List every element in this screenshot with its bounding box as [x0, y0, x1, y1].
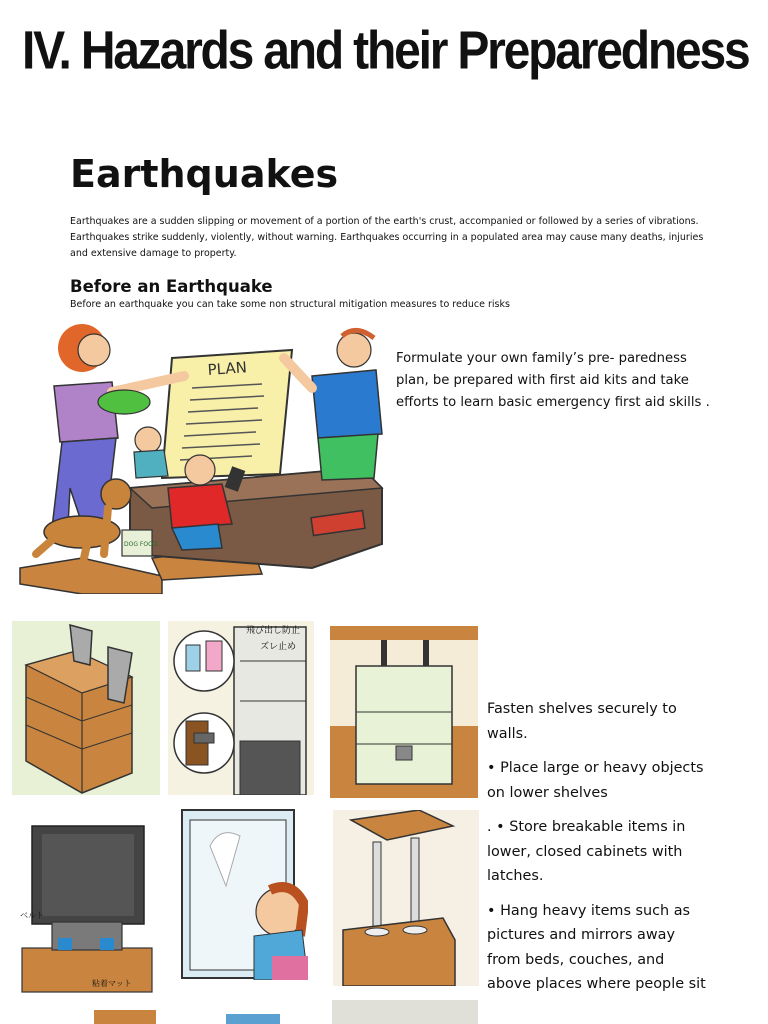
tv-label-belt: ベルト — [20, 911, 44, 920]
bottom-illustration-2 — [226, 1014, 280, 1024]
cabinet-bracket-illustration — [12, 621, 160, 795]
fasten-tip: • Place large or heavy objects on lower shelves — [487, 760, 704, 801]
tv-strap-illustration — [12, 814, 160, 994]
fasten-tip: • Hang heavy items such as pictures and mirrors away from beds, couches, and above places where people sit — [487, 902, 706, 992]
before-heading: Before an Earthquake — [70, 277, 273, 296]
dog-food-label: DOG FOOD — [124, 541, 158, 548]
fasten-tip: . • Store breakable items in lower, closed cabinets with latches. — [487, 819, 686, 884]
family-plan-illustration — [12, 318, 388, 594]
bottom-illustration-1 — [94, 1010, 156, 1024]
before-text: Before an earthquake you can take some non structural mitigation measures to reduce risks — [70, 299, 510, 310]
cabinet-label-2: ズレ止め — [260, 642, 297, 652]
tv-label-mat: 粘着マット — [92, 979, 132, 988]
main-title: IV. Hazards and their Preparedness — [22, 21, 749, 81]
window-film-illustration — [180, 806, 308, 980]
cabinet-label-1: 飛び出し防止 — [246, 626, 301, 636]
section-title: Earthquakes — [70, 152, 339, 196]
plan-paragraph: Formulate your own family’s pre- paredness plan, be prepared with first aid kits and take efforts to learn basic emergency first aid skills . — [396, 351, 710, 410]
fasten-tip: Fasten shelves securely to walls. — [487, 701, 677, 742]
fridge-restraint-illustration — [330, 626, 478, 798]
intro-paragraph: Earthquakes are a sudden slipping or movement of a portion of the earth's crust, accompanied or followed by a series of vibrations. Earthquakes strike suddenly, violently, without warning. Earthquakes occurring in a populated area may cause many deaths, injuries and extensive damage to property. — [70, 216, 704, 259]
bottom-illustration-3 — [332, 1000, 478, 1024]
fasten-tips — [487, 697, 707, 1007]
plan-sign-label: PLAN — [207, 358, 248, 379]
ceiling-pole-illustration — [333, 810, 479, 986]
cabinet-latch-illustration — [168, 621, 314, 795]
